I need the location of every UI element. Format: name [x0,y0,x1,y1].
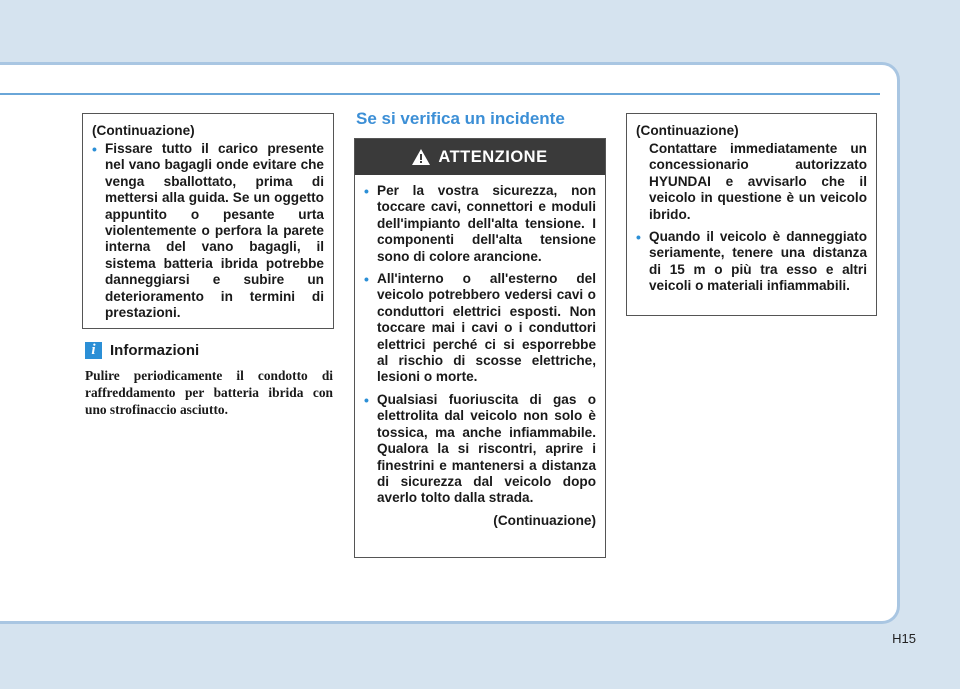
warning-triangle-icon [412,149,430,165]
bullet-icon: • [636,229,641,246]
list-item: • Fissare tutto il carico presente nel vano bagagli onde evitare che venga sballottato, prima di mettersi alla guida. Se un oggetto appuntito o pesante urta violentemente o perfora la parete interna del vano bagagli, il sistema batteria ibrida potrebbe danneggiarsi e subire un deterioramento in termini di prestazioni. [92,141,324,321]
right-continuation-box [626,113,877,316]
warning-header [355,139,605,175]
info-title: Informazioni [110,342,200,359]
warning-box [354,138,606,558]
bullet-icon: • [92,141,97,157]
bullet-icon: • [364,271,369,288]
warning-content [355,175,605,535]
info-heading [85,342,199,359]
warning-label: ATTENZIONE [438,147,548,166]
info-body: Pulire periodicamente il condotto di raffreddamento per batteria ibrida con uno strofinaccio asciutto. [85,368,333,417]
list-item: • Quando il veicolo è danneggiato seriamente, tenere una distanza di 15 m o più tra esso e altri veicoli o materiali infiammabili. [636,229,867,294]
list-item: • Per la vostra sicurezza, non toccare cavi, connettori e moduli dell'impianto dell'alta tensione. I componenti dell'alta tensione sono di colore arancione. [364,183,596,264]
info-icon: i [85,342,102,359]
right-bullet-list [636,229,867,295]
bullet-icon: • [364,391,369,408]
header-rule [0,93,880,95]
bullet-icon: • [364,183,369,199]
continuation-paragraph: Contattare immediatamente un concessionario autorizzato HYUNDAI e avvisarlo che il veicolo in questione è un veicolo ibrido. [649,141,867,222]
list-item: • All'interno o all'esterno del veicolo potrebbero vedersi cavi o conduttori elettrici esposti. Non toccare mai i cavi o i conduttori elettrici perché ci si esporrebbe al rischio di scosse elettriche, lesioni o morte. [364,271,596,385]
left-bullet-list [92,141,324,321]
continued-note: (Continuazione) [493,512,596,528]
continuation-heading: (Continuazione) [636,123,739,138]
page-number: H15 [892,631,916,646]
list-item: • Qualsiasi fuoriuscita di gas o elettrolita dal veicolo non solo è tossica, ma anche infiammabile. Qualora la si riscontri, aprire i finestrini e mantenersi a distanza di sicurezza dal veicolo dopo averlo tolto dalla strada. [364,391,596,506]
continuation-heading: (Continuazione) [92,123,195,138]
warning-bullet-list [364,183,596,507]
left-continuation-box [82,113,334,329]
section-title: Se si verifica un incidente [356,109,565,128]
